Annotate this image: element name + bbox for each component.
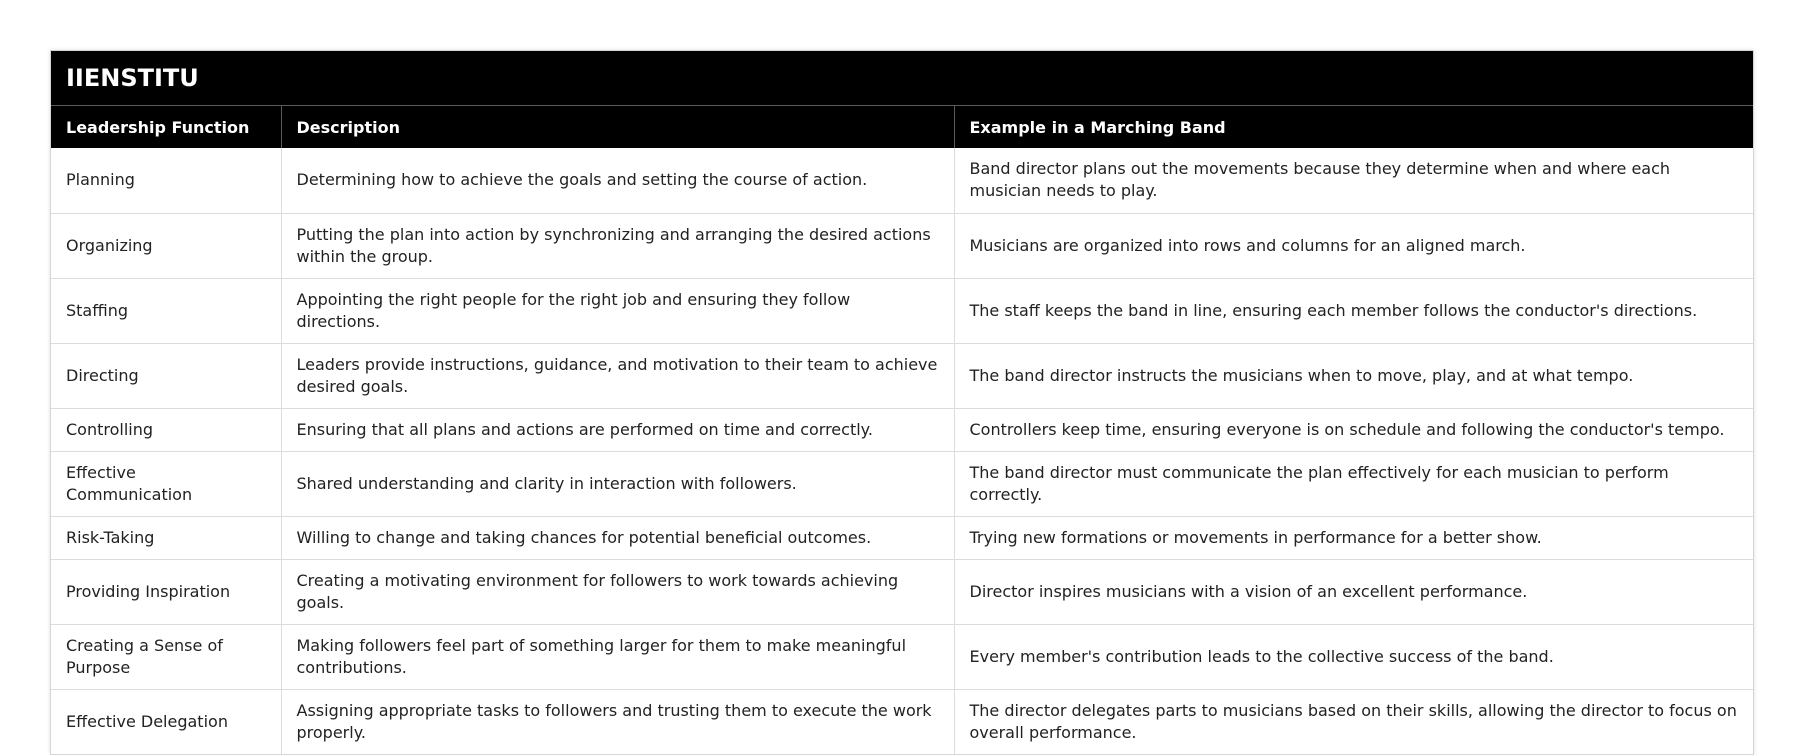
- table-row: [51, 516, 1753, 559]
- table-row: [51, 408, 1753, 451]
- cell-example: Band director plans out the movements because they determine when and where each musician needs to play.: [954, 148, 1753, 213]
- cell-description: Willing to change and taking chances for potential beneficial outcomes.: [281, 516, 954, 559]
- cell-example: The staff keeps the band in line, ensuring each member follows the conductor's directions.: [954, 278, 1753, 343]
- cell-description: Creating a motivating environment for followers to work towards achieving goals.: [281, 559, 954, 624]
- column-header-description: Description: [281, 106, 954, 149]
- cell-function: Risk-Taking: [51, 516, 281, 559]
- cell-function: Effective Communication: [51, 451, 281, 516]
- cell-example: Every member's contribution leads to the collective success of the band.: [954, 624, 1753, 689]
- cell-example: Director inspires musicians with a vision of an excellent performance.: [954, 559, 1753, 624]
- cell-description: Leaders provide instructions, guidance, and motivation to their team to achieve desired goals.: [281, 343, 954, 408]
- cell-example: The director delegates parts to musicians based on their skills, allowing the director to focus on overall performance.: [969, 700, 1737, 742]
- column-header-row: [51, 106, 1753, 149]
- cell-function: Creating a Sense of Purpose: [51, 624, 281, 689]
- column-header-example: Example in a Marching Band: [954, 106, 1753, 149]
- cell-example: The band director must communicate the plan effectively for each musician to perform correctly.: [954, 451, 1753, 516]
- cell-example: Trying new formations or movements in performance for a better show.: [954, 516, 1753, 559]
- table-row: [51, 148, 1753, 213]
- leadership-table-container: [50, 50, 1754, 755]
- cell-function: Directing: [51, 343, 281, 408]
- brand-header-row: [51, 51, 1753, 106]
- cell-example: The band director instructs the musicians when to move, play, and at what tempo.: [954, 343, 1753, 408]
- cell-description: Shared understanding and clarity in interaction with followers.: [281, 451, 954, 516]
- cell-function: Organizing: [51, 213, 281, 278]
- column-header-function: Leadership Function: [51, 106, 281, 149]
- cell-example: Controllers keep time, ensuring everyone is on schedule and following the conductor's tempo.: [954, 408, 1753, 451]
- table-row: [51, 689, 1753, 754]
- table-row: [51, 624, 1753, 689]
- cell-description: Putting the plan into action by synchronizing and arranging the desired actions within the group.: [281, 213, 954, 278]
- cell-description: Appointing the right people for the right job and ensuring they follow directions.: [281, 278, 954, 343]
- cell-example: Musicians are organized into rows and columns for an aligned march.: [954, 213, 1753, 278]
- table-row: [51, 451, 1753, 516]
- cell-function: Effective Delegation: [51, 689, 281, 754]
- cell-description: Ensuring that all plans and actions are performed on time and correctly.: [281, 408, 954, 451]
- table-row: [51, 278, 1753, 343]
- leadership-functions-table: [51, 51, 1753, 754]
- cell-description: Determining how to achieve the goals and setting the course of action.: [281, 148, 954, 213]
- brand-title: IIENSTITU: [51, 51, 1753, 106]
- cell-description: Assigning appropriate tasks to followers and trusting them to execute the work properly.: [281, 689, 954, 754]
- table-row: [51, 213, 1753, 278]
- table-row: [51, 343, 1753, 408]
- cell-function: Controlling: [51, 408, 281, 451]
- cell-function: Providing Inspiration: [51, 559, 281, 624]
- cell-function: Staffing: [51, 278, 281, 343]
- cell-function: Planning: [51, 148, 281, 213]
- cell-description: Making followers feel part of something larger for them to make meaningful contributions.: [281, 624, 954, 689]
- table-row: [51, 559, 1753, 624]
